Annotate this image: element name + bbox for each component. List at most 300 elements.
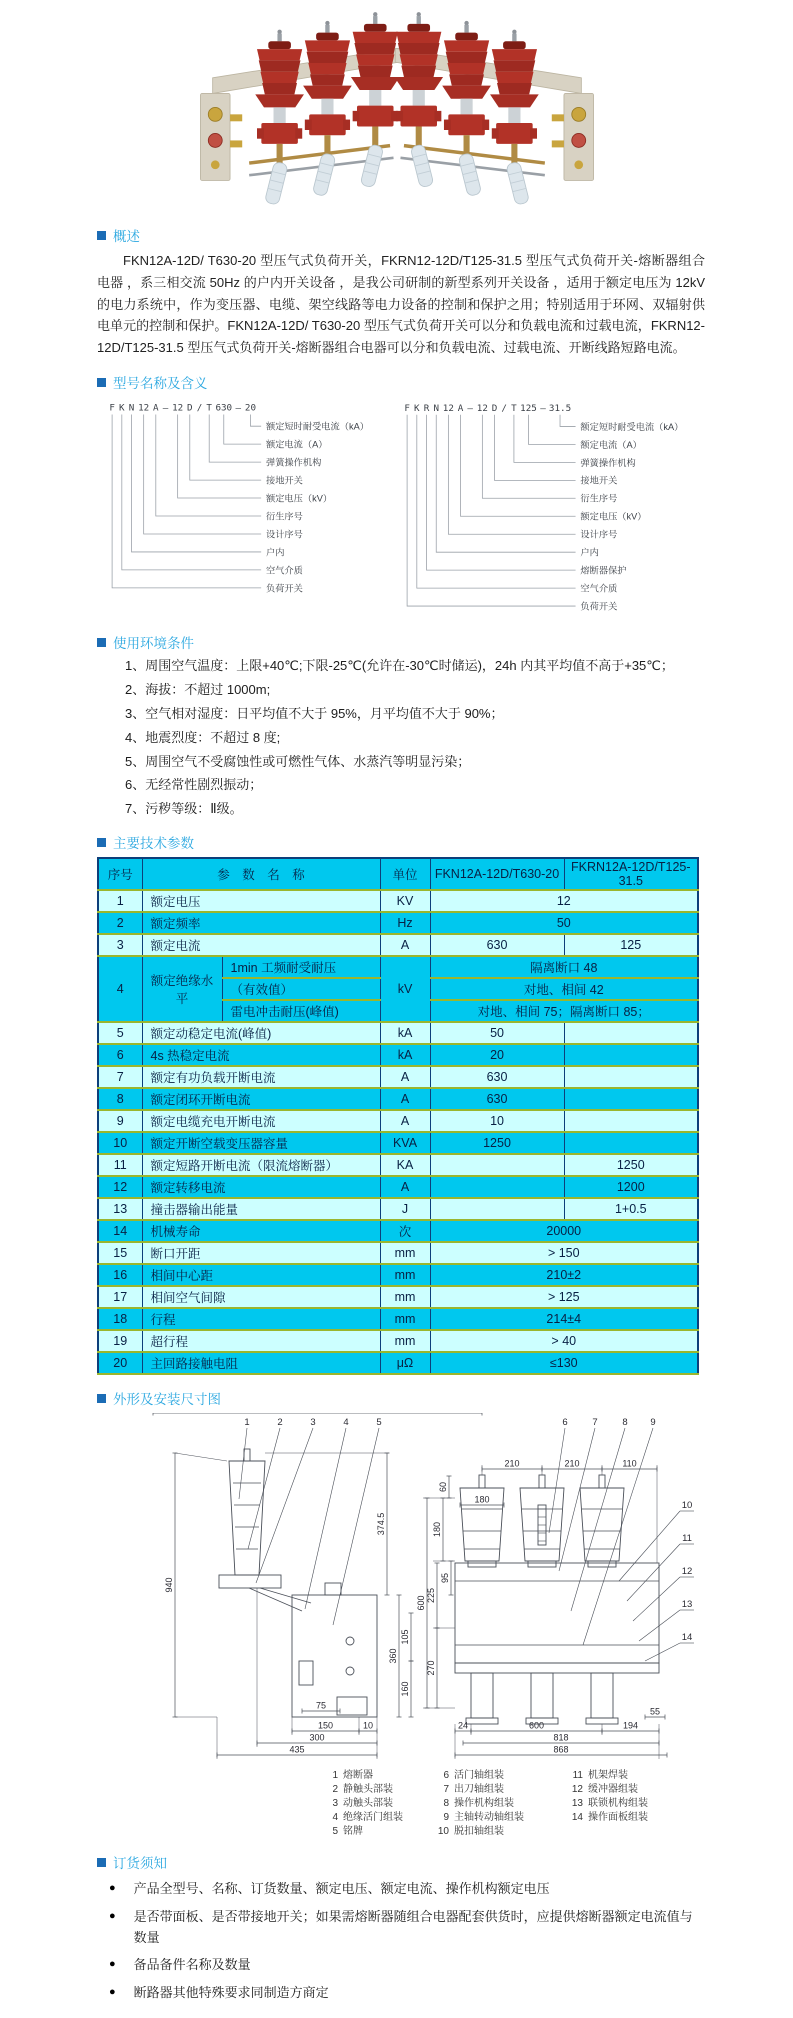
param-cell: 相间中心距	[142, 1264, 380, 1286]
param-row	[98, 1044, 698, 1066]
param-cell: 14	[98, 1220, 142, 1242]
param-row	[98, 1308, 698, 1330]
dimension-label: 225	[426, 1588, 436, 1604]
dimension-label: 300	[309, 1732, 325, 1743]
model-diagram-right	[394, 397, 705, 619]
model-code-token: –	[540, 403, 547, 415]
callout-number: 14	[681, 1632, 693, 1644]
param-cell: 额定短路开断电流（限流熔断器）	[142, 1154, 380, 1176]
param-cell: 4s 热稳定电流	[142, 1044, 380, 1066]
section-title-overview	[97, 225, 705, 245]
model-code-token: 125	[520, 403, 538, 415]
ordering-list	[97, 1879, 705, 2004]
param-row	[98, 1154, 698, 1176]
model-code-token: T	[206, 402, 212, 414]
section-title-text: 概述	[113, 229, 140, 244]
param-cell: Hz	[380, 912, 430, 934]
param-header-cell: 参 数 名 称	[142, 858, 380, 890]
param-cell: 9	[98, 1110, 142, 1132]
param-cell: 额定绝缘水平	[142, 956, 222, 1022]
model-leader-line	[514, 415, 576, 463]
legend-item-number: 13	[571, 1798, 583, 1810]
model-leader-line	[495, 415, 576, 481]
model-code-token: 20	[244, 402, 257, 414]
parameters-table	[97, 857, 699, 1375]
dimension-label: 210	[504, 1458, 520, 1469]
param-cell: 1250	[430, 1132, 564, 1154]
model-diagrams	[99, 397, 705, 619]
model-meaning-label: 弹簧操作机构	[266, 457, 322, 468]
param-cell: 13	[98, 1198, 142, 1220]
legend-item	[322, 1783, 427, 1797]
legend-item	[433, 1811, 561, 1825]
product-photo-left-unit	[200, 12, 399, 205]
legend-item-number: 14	[571, 1812, 583, 1824]
environment-item: 1、周围空气温度：上限+40℃;下限-25℃(允许在-30℃时储运)，24h 内其平均值不高于+35℃；	[125, 658, 674, 674]
legend-item-number: 3	[332, 1798, 338, 1810]
environment-item: 6、无经常性剧烈振动；	[125, 777, 263, 793]
product-photos	[0, 0, 793, 212]
param-cell: > 150	[430, 1242, 698, 1264]
ordering-item	[109, 1983, 705, 2004]
dimension-label: 818	[553, 1732, 569, 1743]
param-cell: 撞击器输出能量	[142, 1198, 380, 1220]
model-code-token: 12	[477, 403, 489, 415]
legend-item	[322, 1769, 427, 1783]
param-cell	[430, 1154, 564, 1176]
model-meaning-label: 设计序号	[580, 529, 618, 540]
dimension-label: 180	[474, 1494, 490, 1505]
model-meaning-label: 衍生序号	[580, 493, 618, 504]
param-cell: 6	[98, 1044, 142, 1066]
param-row	[98, 1352, 698, 1374]
param-cell: （有效值）	[222, 978, 380, 1000]
model-code-token: 630	[215, 402, 233, 414]
model-leader-line	[417, 415, 576, 588]
model-code-token: 12	[172, 402, 184, 414]
model-code-token: –	[162, 402, 169, 414]
model-leader-line	[407, 415, 575, 606]
legend-item-number: 11	[572, 1770, 583, 1782]
section-title-dimensions	[97, 1388, 705, 1408]
legend-item-label: 出刀轴组装	[454, 1784, 504, 1796]
param-cell: 额定电流	[142, 934, 380, 956]
model-leader-line	[461, 415, 576, 516]
param-cell: 额定开断空载变压器容量	[142, 1132, 380, 1154]
param-cell: A	[380, 934, 430, 956]
model-code-token: A	[458, 403, 464, 415]
model-code-token: R	[424, 403, 430, 415]
dimension-label: 60	[438, 1482, 448, 1493]
section-bullet-icon	[97, 638, 106, 647]
model-meaning-label: 额定电流（A）	[266, 439, 328, 450]
legend-column	[322, 1769, 427, 1839]
dimension-label: 270	[426, 1660, 436, 1676]
model-leader-line	[224, 415, 261, 445]
model-meaning-label: 额定电压（kV）	[580, 511, 647, 522]
param-cell: 630	[430, 1088, 564, 1110]
callout-number: 5	[376, 1417, 382, 1429]
param-cell: 15	[98, 1242, 142, 1264]
model-meaning-label: 衍生序号	[266, 511, 303, 522]
param-cell: 214±4	[430, 1308, 698, 1330]
ordering-item	[109, 1907, 705, 1949]
environment-item: 3、空气相对湿度：日平均值不大于 95%，月平均值不大于 90%；	[125, 705, 504, 721]
dimension-label: 24	[457, 1720, 469, 1731]
param-cell: 额定转移电流	[142, 1176, 380, 1198]
param-cell: 3	[98, 934, 142, 956]
param-cell: 额定电压	[142, 890, 380, 912]
param-cell: 机械寿命	[142, 1220, 380, 1242]
param-row	[98, 1220, 698, 1242]
environment-item: 5、周围空气不受腐蚀性或可燃性气体、水蒸汽等明显污染；	[125, 753, 471, 769]
param-cell: 7	[98, 1066, 142, 1088]
legend-item-number: 9	[443, 1812, 449, 1824]
section-title-text: 使用环境条件	[113, 636, 194, 652]
param-row	[98, 1330, 698, 1352]
param-row	[98, 956, 698, 978]
legend-item-label: 脱扣轴组装	[454, 1826, 504, 1838]
param-cell: 1min 工频耐受耐压	[222, 956, 380, 978]
legend-item-number: 8	[443, 1798, 449, 1810]
section-overview	[97, 225, 705, 359]
legend-column	[433, 1769, 561, 1839]
legend-item	[567, 1797, 685, 1811]
callout-number: 3	[310, 1417, 316, 1429]
param-cell: 12	[430, 890, 698, 912]
model-meaning-label: 额定电流（A）	[580, 439, 643, 450]
param-cell	[430, 1176, 564, 1198]
param-cell: mm	[380, 1330, 430, 1352]
param-header-row	[98, 858, 698, 890]
model-leader-line	[483, 415, 576, 499]
legend-item-label: 铭牌	[343, 1826, 363, 1838]
dimension-label: 374.5	[376, 1512, 386, 1536]
callout-number: 8	[622, 1417, 628, 1429]
param-cell: KV	[380, 890, 430, 912]
param-row	[98, 1132, 698, 1154]
param-cell: 5	[98, 1022, 142, 1044]
ordering-item-text: 是否带面板、是否带接地开关；如果需熔断器随组合电器配套供货时，应提供熔断器额定电流值与数量	[133, 1908, 693, 1945]
section-title-model	[97, 372, 705, 392]
param-row	[98, 1264, 698, 1286]
param-cell: kA	[380, 1044, 430, 1066]
ordering-item	[109, 1955, 705, 1976]
callout-number: 7	[592, 1417, 598, 1429]
model-code-token: D	[187, 402, 193, 414]
param-cell: 雷电冲击耐压(峰值)	[222, 1000, 380, 1022]
dimension-label: 194	[622, 1720, 639, 1731]
param-header-cell: FKN12A-12D/T630-20	[430, 858, 564, 890]
section-title-text: 外形及安装尺寸图	[113, 1392, 221, 1408]
legend-item-label: 主轴转动轴组装	[454, 1812, 524, 1824]
callout-number: 2	[277, 1417, 283, 1429]
model-code-token: A	[153, 402, 159, 414]
dimension-label: 150	[317, 1720, 334, 1731]
dimension-label: 160	[400, 1681, 410, 1697]
dimension-label: 105	[400, 1629, 410, 1645]
dimension-drawing-wrap	[97, 1413, 705, 1839]
param-cell: mm	[380, 1308, 430, 1330]
param-cell: 630	[430, 934, 564, 956]
model-leader-line	[156, 415, 261, 516]
param-cell: KA	[380, 1154, 430, 1176]
param-cell: 2	[98, 912, 142, 934]
legend-item-label: 缓冲器组装	[588, 1784, 638, 1796]
model-leader-line	[132, 415, 262, 552]
param-cell: 1	[98, 890, 142, 912]
param-cell: A	[380, 1066, 430, 1088]
environment-list	[97, 657, 705, 819]
param-cell: 断口开距	[142, 1242, 380, 1264]
model-code-token: –	[467, 403, 474, 415]
model-meaning-label: 设计序号	[266, 529, 303, 540]
param-cell: 20000	[430, 1220, 698, 1242]
section-title-parameters	[97, 832, 705, 852]
legend-column	[567, 1769, 685, 1839]
model-meaning-label: 空气介质	[266, 565, 303, 576]
model-leader-line	[112, 415, 261, 588]
model-leader-line	[437, 415, 576, 552]
environment-item: 2、海拔：不超过 1000m;	[125, 681, 271, 697]
param-row	[98, 1176, 698, 1198]
param-cell: > 40	[430, 1330, 698, 1352]
section-bullet-icon	[97, 838, 106, 847]
ordering-item-text: 断路器其他特殊要求同制造方商定	[133, 1985, 329, 2001]
param-cell: 对地、相间 42	[430, 978, 698, 1000]
model-meaning-label: 负荷开关	[580, 601, 618, 612]
param-cell: 19	[98, 1330, 142, 1352]
param-cell: 1250	[564, 1154, 698, 1176]
param-cell: 4	[98, 956, 142, 1022]
ordering-item-text: 备品备件名称及数量	[133, 1957, 251, 1973]
param-cell	[564, 1044, 698, 1066]
environment-item: 7、污秽等级：Ⅱ级。	[125, 801, 243, 817]
param-cell: 次	[380, 1220, 430, 1242]
param-cell: 1200	[564, 1176, 698, 1198]
overview-paragraph: FKN12A-12D/ T630-20 型压气式负荷开关，FKRN12-12D/T125-31.5 型压气式负荷开关-熔断器组合电器 ，系三相交流 50Hz 的户内开关设备 ，是我公司研制的新型系列开关设备 ，适用于额定电压为 12kV 的电力系统中，作为变压器、电缆、架空线路等电力设备的控制和保护之用；特别适用于环网、双辐射供电单元的控制和保护。FKN12A-12D/ T630-20 型压气式负荷开关可以分和负载电流和过载电流，FKRN12-12D/T125-31.5 型压气式负荷开关-熔断器组合电器可以分和负载电流、过载电流、开断线路短路电流。	[97, 253, 705, 356]
param-cell: A	[380, 1088, 430, 1110]
model-meaning-label: 弹簧操作机构	[580, 457, 637, 468]
section-bullet-icon	[97, 1858, 106, 1867]
param-header-cell: 序号	[98, 858, 142, 890]
legend-item-label: 机架焊装	[588, 1770, 628, 1782]
section-title-environment	[97, 632, 705, 652]
param-cell: 17	[98, 1286, 142, 1308]
model-code-token: –	[235, 402, 242, 414]
callout-number: 10	[681, 1500, 693, 1512]
param-row	[98, 1066, 698, 1088]
param-cell: μΩ	[380, 1352, 430, 1374]
model-code-token: K	[119, 402, 125, 414]
dimension-label: 360	[388, 1648, 398, 1664]
legend-item-number: 10	[437, 1826, 449, 1838]
model-code-token: /	[196, 402, 203, 414]
section-dimensions	[97, 1388, 705, 1839]
callout-number: 13	[681, 1599, 693, 1611]
section-bullet-icon	[97, 1394, 106, 1403]
param-cell: 16	[98, 1264, 142, 1286]
dimension-drawing	[97, 1413, 697, 1765]
model-meaning-label: 额定短时耐受电流（kA）	[266, 421, 369, 432]
model-leader-line	[427, 415, 576, 570]
model-leader-line	[122, 415, 261, 570]
model-code-token: 31.5	[549, 403, 572, 415]
legend-item	[433, 1797, 561, 1811]
callout-number: 1	[244, 1417, 250, 1429]
param-cell: 额定动稳定电流(峰值)	[142, 1022, 380, 1044]
param-cell: 超行程	[142, 1330, 380, 1352]
dimension-label: 600	[416, 1595, 426, 1611]
param-cell: ≤130	[430, 1352, 698, 1374]
param-cell: kV	[380, 956, 430, 1022]
param-cell: 对地、相间 75；隔离断口 85；	[430, 1000, 698, 1022]
param-cell	[564, 1110, 698, 1132]
param-row	[98, 1022, 698, 1044]
model-leader-line	[560, 415, 576, 427]
ordering-item	[109, 1879, 705, 1900]
dimension-label: 110	[622, 1458, 637, 1469]
section-ordering	[97, 1852, 705, 2004]
param-cell: 8	[98, 1088, 142, 1110]
section-title-ordering	[97, 1852, 705, 1872]
param-cell: 额定频率	[142, 912, 380, 934]
model-code-token: F	[404, 403, 411, 415]
callout-number: 9	[650, 1417, 656, 1429]
param-cell: 10	[98, 1132, 142, 1154]
param-header-cell: FKRN12A-12D/T125-31.5	[564, 858, 698, 890]
param-cell	[430, 1198, 564, 1220]
model-code-token: T	[511, 403, 517, 415]
model-leader-line	[250, 415, 261, 427]
legend-item-label: 绝缘活门组装	[343, 1812, 403, 1824]
param-cell: 额定有功负载开断电流	[142, 1066, 380, 1088]
legend-item-number: 12	[571, 1784, 583, 1796]
section-environment	[97, 632, 705, 819]
callout-number: 4	[343, 1417, 349, 1429]
dimension-label: 435	[289, 1744, 305, 1755]
param-cell: mm	[380, 1286, 430, 1308]
param-row	[98, 1088, 698, 1110]
legend-item	[567, 1783, 685, 1797]
section-bullet-icon	[97, 378, 106, 387]
param-cell: A	[380, 1176, 430, 1198]
param-cell: 行程	[142, 1308, 380, 1330]
legend-item-label: 静触头部装	[343, 1784, 393, 1796]
legend-item	[433, 1825, 561, 1839]
param-row	[98, 1242, 698, 1264]
section-parameters	[97, 832, 705, 1375]
legend-item	[322, 1811, 427, 1825]
model-meaning-label: 额定短时耐受电流（kA）	[580, 421, 684, 432]
param-row	[98, 1110, 698, 1132]
param-row	[98, 912, 698, 934]
dimension-label: 180	[432, 1522, 442, 1538]
drawing-legend	[322, 1769, 705, 1839]
section-title-text: 订货须知	[113, 1856, 167, 1872]
dimension-label: 940	[164, 1577, 174, 1593]
param-cell: > 125	[430, 1286, 698, 1308]
model-code-token: 12	[443, 403, 455, 415]
model-meaning-label: 熔断器保护	[580, 565, 627, 576]
legend-item-label: 熔断器	[343, 1770, 373, 1782]
model-code-token: N	[128, 402, 135, 414]
callout-number: 11	[682, 1533, 692, 1545]
param-cell: mm	[380, 1264, 430, 1286]
section-title-text: 型号名称及含义	[113, 376, 208, 392]
param-cell: 相间空气间隙	[142, 1286, 380, 1308]
param-row	[98, 1286, 698, 1308]
bullet-icon: ●	[109, 1882, 116, 1895]
param-header-cell: 单位	[380, 858, 430, 890]
environment-item: 4、地震烈度：不超过 8 度;	[125, 729, 281, 745]
param-cell: 630	[430, 1066, 564, 1088]
param-cell: 20	[430, 1044, 564, 1066]
model-diagram-left	[99, 397, 390, 602]
model-meaning-label: 空气介质	[580, 583, 618, 594]
param-row	[98, 890, 698, 912]
param-cell: J	[380, 1198, 430, 1220]
param-cell	[564, 1022, 698, 1044]
callout-number: 12	[681, 1566, 693, 1578]
model-meaning-label: 额定电压（kV）	[266, 493, 333, 504]
legend-item	[322, 1825, 427, 1839]
param-cell: 额定闭环开断电流	[142, 1088, 380, 1110]
param-cell: 隔离断口 48	[430, 956, 698, 978]
legend-item-label: 操作面板组装	[588, 1812, 648, 1824]
param-cell: kA	[380, 1022, 430, 1044]
legend-item-label: 操作机构组装	[454, 1798, 514, 1810]
legend-item	[567, 1811, 685, 1825]
legend-item-number: 1	[332, 1770, 338, 1782]
model-code-token: D	[492, 403, 498, 415]
legend-item-label: 活门轴组装	[454, 1770, 504, 1782]
param-cell	[564, 1088, 698, 1110]
legend-item	[433, 1783, 561, 1797]
legend-item-number: 7	[443, 1784, 449, 1796]
param-cell: KVA	[380, 1132, 430, 1154]
model-code-token: K	[414, 403, 420, 415]
param-cell: A	[380, 1110, 430, 1132]
section-title-text: 主要技术参数	[113, 836, 194, 852]
legend-item-number: 4	[332, 1812, 338, 1824]
parameters-table-body	[98, 890, 698, 1374]
param-row	[98, 934, 698, 956]
legend-item-number: 2	[332, 1784, 338, 1796]
model-code-token: /	[501, 403, 508, 415]
model-code-token: F	[109, 402, 115, 414]
model-meaning-label: 户内	[580, 547, 600, 558]
model-meaning-label: 接地开关	[580, 475, 618, 486]
legend-item-label: 联锁机构组装	[588, 1798, 648, 1810]
model-leader-line	[529, 415, 576, 445]
param-cell: 210±2	[430, 1264, 698, 1286]
bullet-icon: ●	[109, 1958, 116, 1971]
product-photo-illustration	[197, 10, 597, 210]
legend-item-label: 动触头部装	[343, 1798, 393, 1810]
model-meaning-label: 负荷开关	[266, 583, 303, 594]
dimension-label: 600	[528, 1720, 545, 1731]
legend-item-number: 5	[332, 1826, 338, 1838]
dimension-label: 210	[564, 1458, 580, 1469]
dimension-label: 95	[440, 1573, 450, 1584]
callout-number: 6	[562, 1417, 568, 1429]
param-cell: 11	[98, 1154, 142, 1176]
model-meaning-label: 接地开关	[266, 475, 303, 486]
legend-item	[433, 1769, 561, 1783]
param-row	[98, 1198, 698, 1220]
legend-item	[322, 1797, 427, 1811]
